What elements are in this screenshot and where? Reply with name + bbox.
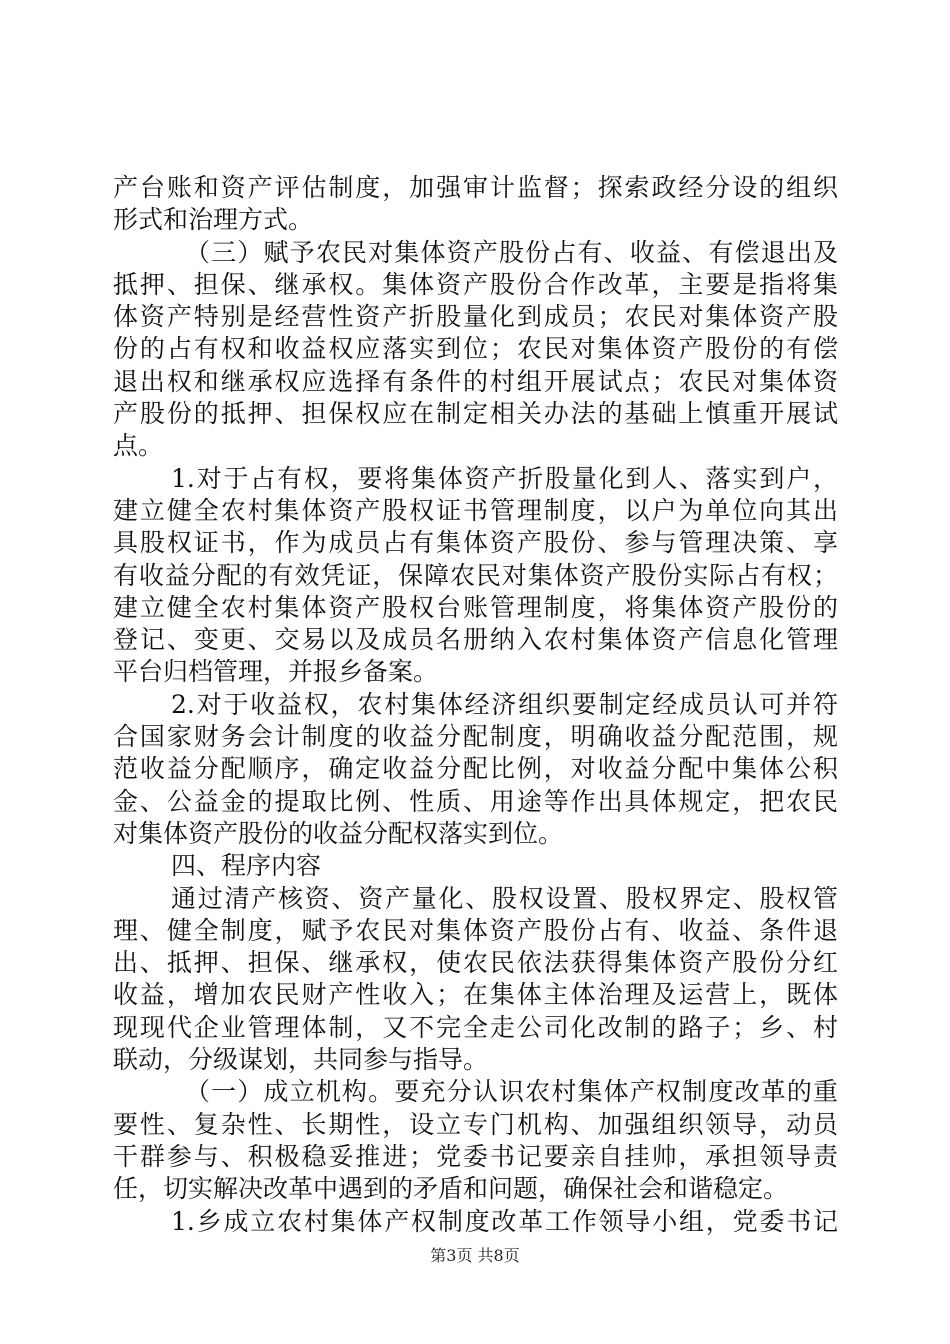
text-line: 范收益分配顺序，确定收益分配比例，对收益分配中集体公积: [113, 754, 838, 784]
text-line: 退出权和继承权应选择有条件的村组开展试点；农民对集体资: [113, 366, 838, 396]
page-footer: [0, 1243, 950, 1266]
text-line: 建立健全农村集体资产股权证书管理制度，以户为单位向其出: [113, 495, 838, 525]
text-line: 登记、变更、交易以及成员名册纳入农村集体资产信息化管理: [113, 625, 838, 655]
text-line: 出、抵押、担保、继承权，使农民依法获得集体资产股份分红: [113, 948, 838, 978]
text-line: 1.乡成立农村集体产权制度改革工作领导小组，党委书记: [171, 1206, 838, 1236]
text-line: 2.对于收益权，农村集体经济组织要制定经成员认可并符: [171, 689, 838, 719]
text-line: 产台账和资产评估制度，加强审计监督；探索政经分设的组织: [113, 173, 838, 202]
text-line: 形式和治理方式。: [113, 205, 314, 235]
page-number-label: 第3页 共8页: [430, 1246, 520, 1265]
text-line: （三）赋予农民对集体资产股份占有、收益、有偿退出及: [185, 237, 838, 267]
text-line: 联动，分级谋划，共同参与指导。: [113, 1045, 489, 1075]
text-line: 点。: [113, 431, 164, 461]
text-line: 建立健全农村集体资产股权台账管理制度，将集体资产股份的: [113, 592, 838, 622]
text-line: 对集体资产股份的收益分配权落实到位。: [113, 818, 564, 848]
text-line: 产股份的抵押、担保权应在制定相关办法的基础上慎重开展试: [113, 399, 838, 429]
document-body: [113, 172, 838, 1238]
text-line: 平台归档管理，并报乡备案。: [113, 657, 439, 687]
text-line: 要性、复杂性、长期性，设立专门机构、加强组织领导，动员: [113, 1109, 838, 1139]
text-line: 干群参与、积极稳妥推进；党委书记要亲自挂帅，承担领导责: [113, 1141, 838, 1171]
text-line: 四、程序内容: [171, 851, 322, 881]
text-line: 现现代企业管理体制，又不完全走公司化改制的路子；乡、村: [113, 1012, 838, 1042]
text-line: 抵押、担保、继承权。集体资产股份合作改革，主要是指将集: [113, 269, 838, 299]
text-line: 具股权证书，作为成员占有集体资产股份、参与管理决策、享: [113, 528, 838, 558]
text-line: 份的占有权和收益权应落实到位；农民对集体资产股份的有偿: [113, 334, 838, 364]
text-line: 体资产特别是经营性资产折股量化到成员；农民对集体资产股: [113, 302, 838, 332]
text-line: 任，切实解决改革中遇到的矛盾和问题，确保社会和谐稳定。: [113, 1174, 789, 1204]
text-line: 有收益分配的有效凭证，保障农民对集体资产股份实际占有权；: [113, 560, 838, 590]
text-line: 通过清产核资、资产量化、股权设置、股权界定、股权管: [171, 883, 838, 913]
text-line: 收益，增加农民财产性收入；在集体主体治理及运营上，既体: [113, 980, 838, 1010]
text-line: 理、健全制度，赋予农民对集体资产股份占有、收益、条件退: [113, 915, 838, 945]
text-line: 1.对于占有权，要将集体资产折股量化到人、落实到户，: [171, 463, 838, 493]
text-line: （一）成立机构。要充分认识农村集体产权制度改革的重: [185, 1077, 838, 1107]
text-line: 合国家财务会计制度的收益分配制度，明确收益分配范围，规: [113, 722, 838, 752]
text-line: 金、公益金的提取比例、性质、用途等作出具体规定，把农民: [113, 786, 838, 816]
